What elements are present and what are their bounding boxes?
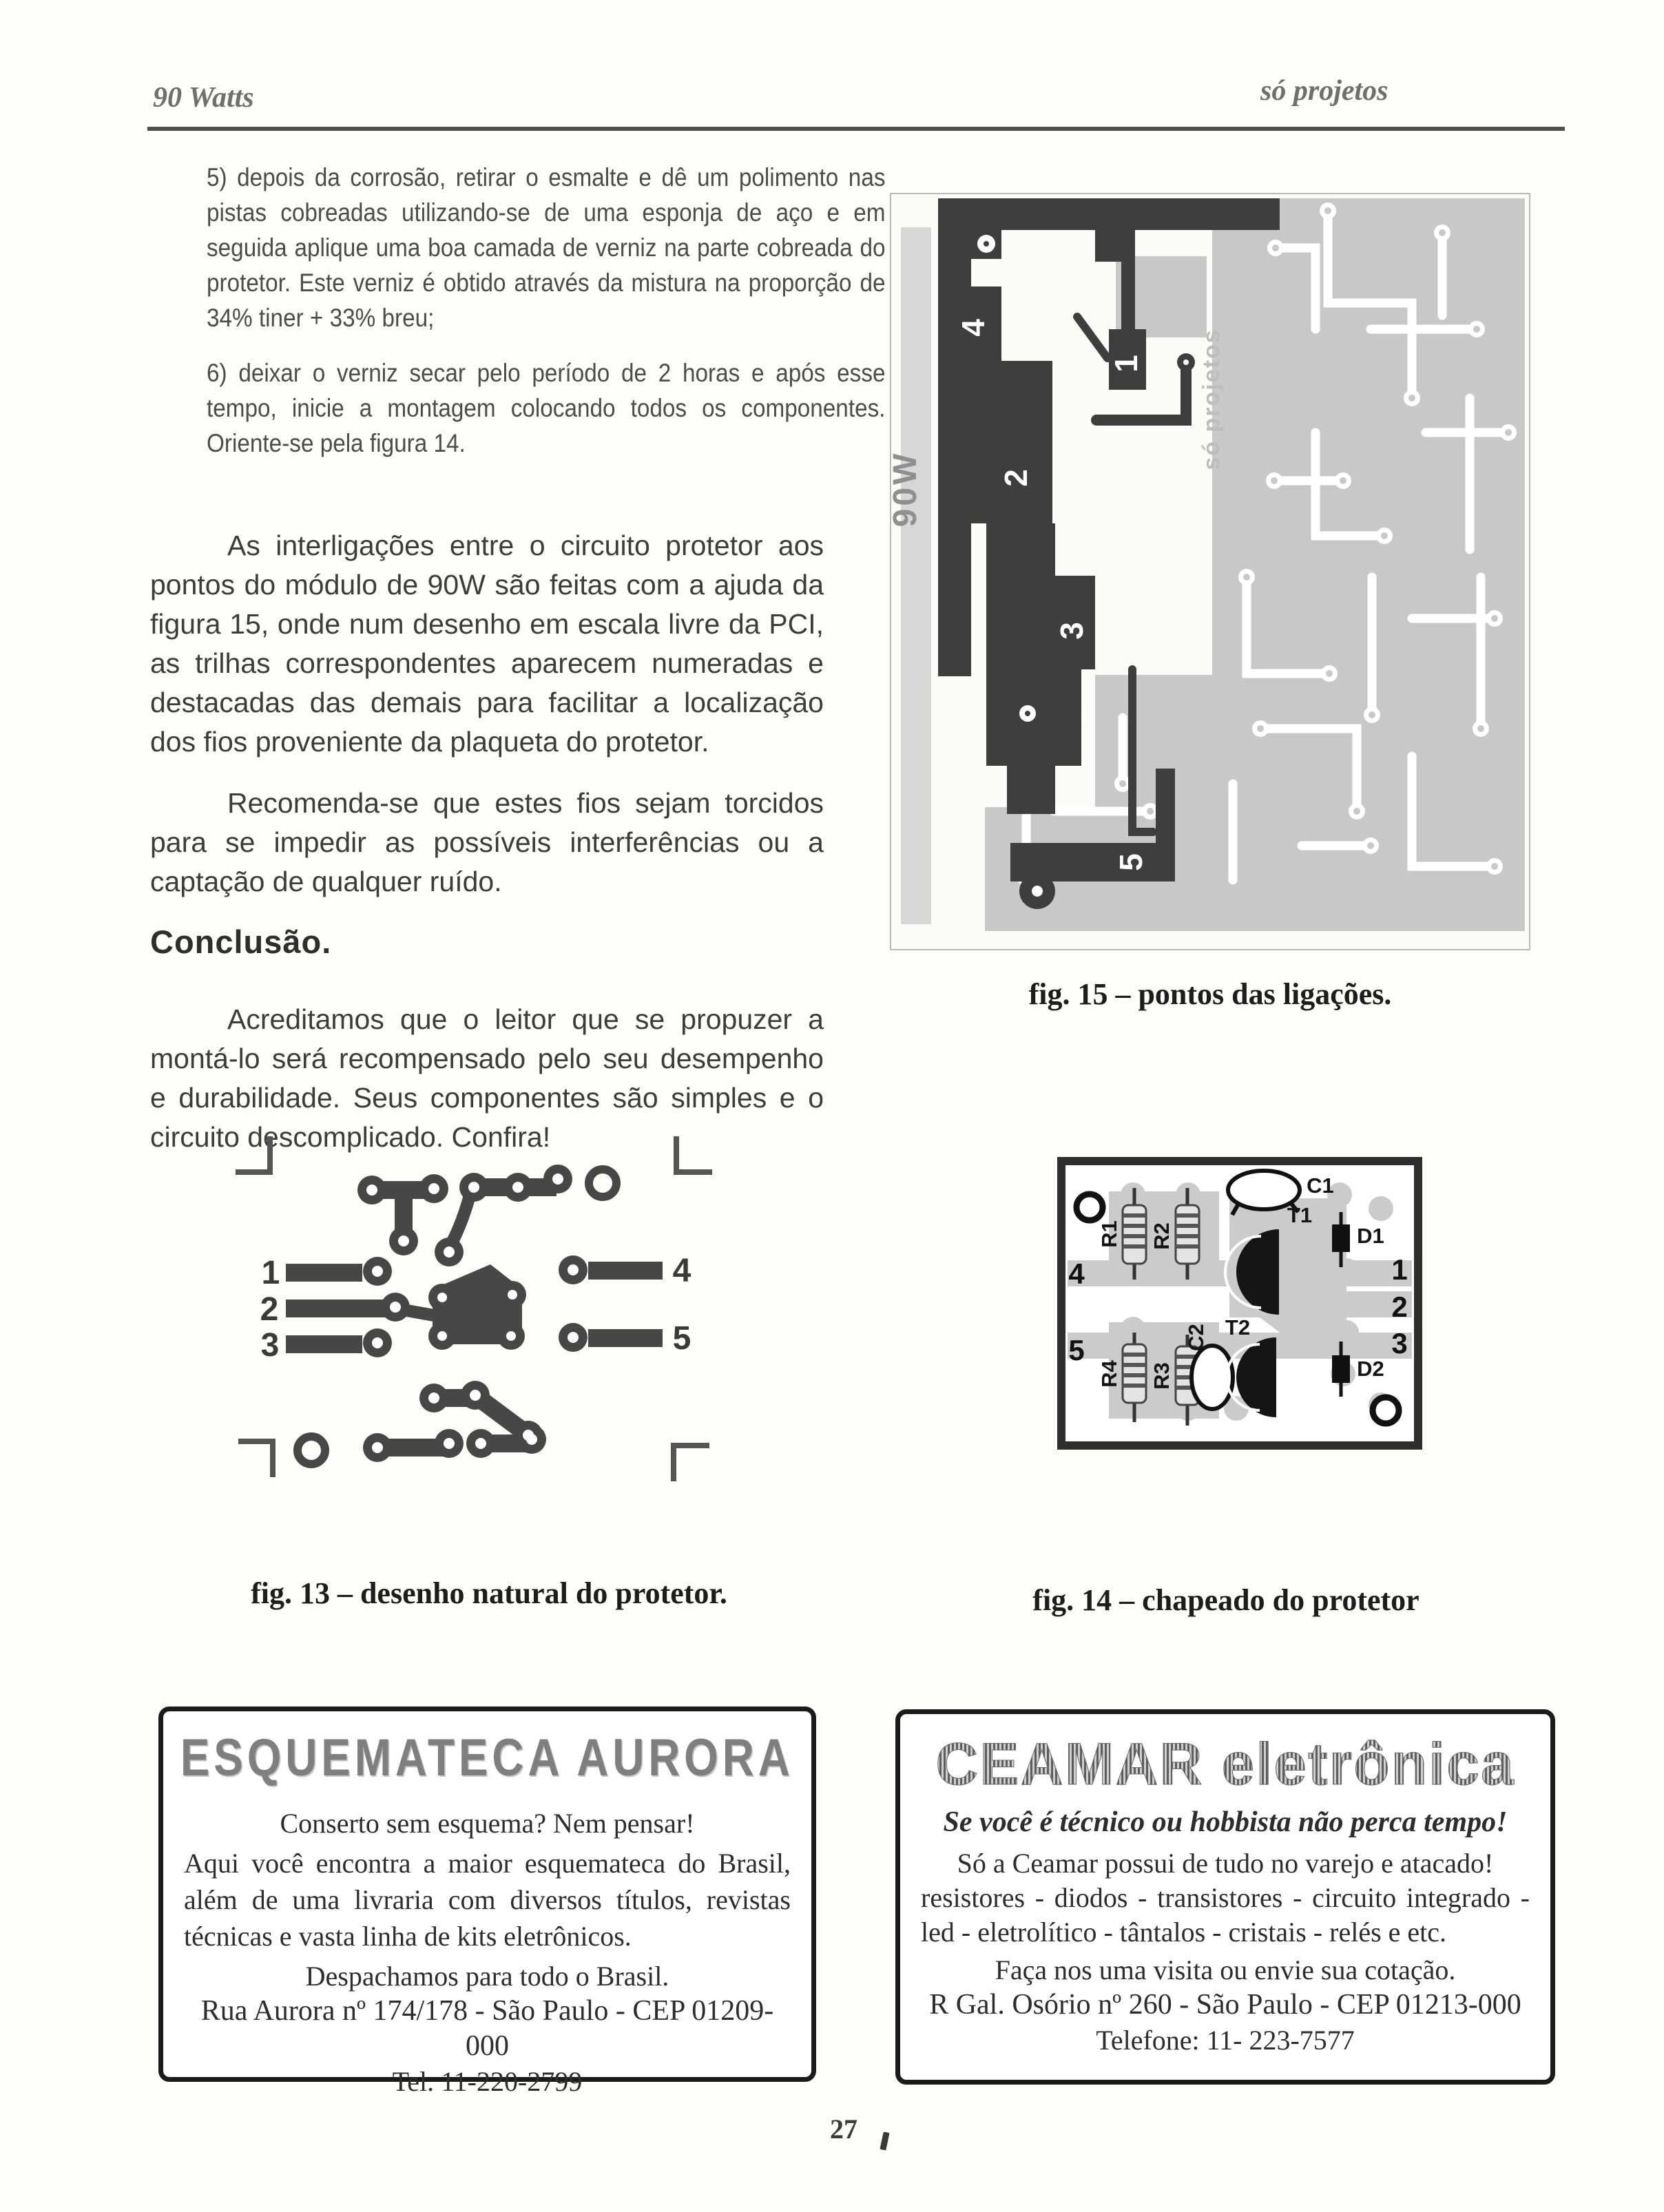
ad-esquemateca-line1: Conserto sem esquema? Nem pensar! xyxy=(280,1808,695,1839)
label-r3: R3 xyxy=(1150,1362,1174,1390)
fig15-image xyxy=(890,193,1530,954)
fig14-image xyxy=(1057,1157,1422,1453)
ad-ceamar-body: resistores - diodos - transistores - circuito integrado - led - eletrolítico - tântalos - cristais - relés e etc. xyxy=(921,1882,1530,1948)
label-d2: D2 xyxy=(1357,1357,1384,1381)
ad-esquemateca-phone: Tel. 11-220-2799 xyxy=(392,2066,583,2097)
ad-ceamar-line3: Faça nos uma visita ou envie sua cotação. xyxy=(995,1954,1456,1985)
label-r4: R4 xyxy=(1097,1360,1121,1388)
fig14-pin-4: 4 xyxy=(1068,1258,1085,1290)
fig13-pin-3: 3 xyxy=(260,1327,280,1364)
fig14-pin-2: 2 xyxy=(1391,1291,1408,1323)
fig14-pin-1: 1 xyxy=(1391,1253,1408,1286)
fig13-pin-4: 4 xyxy=(672,1253,691,1289)
instruction-item-6: 6) deixar o verniz secar pelo período de 2 horas e após esse tempo, inicie a montagem colocando todos os componentes. Oriente-se pela figura 14. xyxy=(207,359,886,457)
ad-esquemateca-body: Aqui você encontra a maior esquemateca do Brasil, além de uma livraria com diversos títulos, revistas técnicas e vasta linha de kits eletrônicos. xyxy=(184,1848,791,1952)
label-c2: C2 xyxy=(1184,1324,1208,1351)
label-c1: C1 xyxy=(1307,1173,1334,1198)
fig15-watermark-90w: 90W xyxy=(890,450,924,528)
label-t1: T1 xyxy=(1287,1203,1313,1227)
label-r2: R2 xyxy=(1150,1222,1174,1250)
mount-hole-top-left xyxy=(1077,1194,1103,1220)
trace-label-5: 5 xyxy=(1113,853,1149,871)
fig14-caption: fig. 14 – chapeado do protetor xyxy=(1032,1583,1419,1617)
ad-ceamar-tagline: Se você é técnico ou hobbista não perca tempo! xyxy=(943,1806,1508,1838)
fig13-caption: fig. 13 – desenho natural do protetor. xyxy=(251,1576,727,1610)
mount-hole-bottom-right xyxy=(1373,1397,1399,1423)
fig14-pin-5: 5 xyxy=(1068,1334,1085,1366)
running-header-left: 90 Watts xyxy=(153,82,254,114)
page-number: 27 xyxy=(830,2114,857,2145)
running-header-right: só projetos xyxy=(1260,75,1389,107)
fig15-pcb-svg xyxy=(890,193,1530,950)
instruction-item-5: 5) depois da corrosão, retirar o esmalte e dê um polimento nas pistas cobreadas utilizando-se de uma esponja de aço e em seguida aplique uma boa camada de verniz na parte cobreada do protetor. Este verniz é obtido através da mistura na proporção de 34% tiner + 33% breu; xyxy=(207,163,886,332)
paragraph-interligacoes: As interligações entre o circuito protetor aos pontos do módulo de 90W são feitas com a ajuda da figura 15, onde num desenho em escala livre da PCI, as trilhas correspondentes aparecem numeradas e destacadas das demais para facilitar a localização dos fios proveniente da plaqueta do protetor. xyxy=(150,530,824,758)
ad-esquemateca-aurora xyxy=(158,1707,816,2097)
fig13-pin-5: 5 xyxy=(672,1320,691,1357)
ad-esquemateca-line3: Despachamos para todo o Brasil. xyxy=(305,1961,669,1992)
fig15-caption: fig. 15 – pontos das ligações. xyxy=(1028,977,1392,1011)
fig13-image xyxy=(227,1129,723,1508)
ad-ceamar-eletronica xyxy=(895,1709,1555,2085)
trace-label-2: 2 xyxy=(998,469,1034,487)
fig14-layout-svg xyxy=(1057,1157,1422,1450)
trace-label-3: 3 xyxy=(1054,622,1090,640)
fig14-pin-3: 3 xyxy=(1391,1327,1408,1359)
ad-ceamar-line1: Só a Ceamar possui de tudo no varejo e atacado! xyxy=(957,1848,1494,1879)
fig13-pin-2: 2 xyxy=(260,1291,279,1328)
ad-ceamar-phone: Telefone: 11- 223-7577 xyxy=(1096,2025,1355,2056)
label-d1: D1 xyxy=(1357,1224,1384,1248)
ad-esquemateca-title: ESQUEMATECA AURORA xyxy=(180,1729,794,1787)
conclusion-heading: Conclusão. xyxy=(150,924,332,960)
fig13-pcb-svg xyxy=(227,1129,723,1505)
ad-ceamar-title: CEAMAR eletrônica xyxy=(935,1731,1515,1797)
header-rule xyxy=(147,127,1565,131)
trace-label-4: 4 xyxy=(955,319,991,337)
label-r1: R1 xyxy=(1097,1220,1121,1248)
trace-label-1: 1 xyxy=(1108,355,1144,373)
fig13-pin-1: 1 xyxy=(261,1255,280,1291)
fig15-watermark-soprojetos: só projetos xyxy=(1198,328,1225,470)
ad-esquemateca-address: Rua Aurora nº 174/178 - São Paulo - CEP 01209-000 xyxy=(200,1995,774,2062)
paragraph-recomendacao: Recomenda-se que estes fios sejam torcidos para se impedir as possíveis interferências ou a captação de qualquer ruído. xyxy=(150,787,824,897)
paragraph-conclusao: Acreditamos que o leitor que se propuzer a montá-lo será recompensado pelo seu desempenho e durabilidade. Seus componentes são simples e o circuito descomplicado. Confira! xyxy=(150,1003,824,1153)
ad-ceamar-address: R Gal. Osório nº 260 - São Paulo - CEP 01213-000 xyxy=(929,1989,1521,2021)
label-t2: T2 xyxy=(1225,1315,1251,1339)
